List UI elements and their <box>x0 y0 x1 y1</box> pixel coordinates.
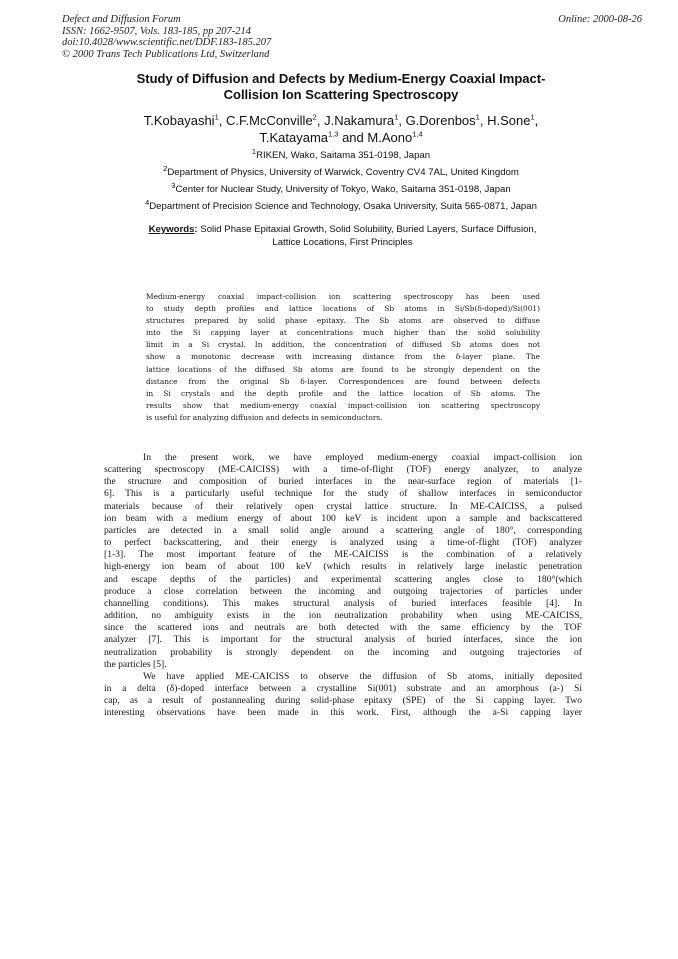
body-line: to perfect backscattering, and their energy is analyzed using a time-of-flight (TOF) analyzer <box>104 537 582 549</box>
affiliation-4 <box>96 197 586 213</box>
affiliation-3 <box>96 180 586 196</box>
author-name: T.Kobayashi <box>143 113 215 128</box>
author-name: J.Nakamura <box>324 113 395 128</box>
body-line: produce a close correlation between the incoming and outgoing trajectories of particles under <box>104 585 582 597</box>
body-line: particles are detected in a small solid angle around a scattering angle of 180°, corresponding <box>104 524 582 536</box>
author-list <box>96 113 586 146</box>
affiliation-text: RIKEN, Wako, Saitama 351-0198, Japan <box>256 150 431 161</box>
affiliation-text: Department of Precision Science and Technology, Osaka University, Suita 565-0871, Japan <box>149 201 537 212</box>
author-affiliation-mark: 1,3 <box>328 129 339 139</box>
keywords-label: Keywords <box>148 224 195 235</box>
author-name: M.Aono <box>367 129 413 145</box>
keywords-colon: : <box>194 224 198 235</box>
abstract-line: show a monotonic decrease with increasing distance from the δ-layer plane. The <box>146 352 540 362</box>
body-line: the structure and composition of buried interfaces in the near-surface region of materials [1- <box>104 476 582 488</box>
affiliation-number: 3 <box>171 180 176 190</box>
abstract-line: in Si crystals and the depth profile and the lattice location of Sb atoms. The <box>146 388 540 398</box>
affiliation-text: Department of Physics, University of Warwick, Coventry CV4 7AL, United Kingdom <box>167 167 519 178</box>
keywords-line-1 <box>110 224 575 237</box>
copyright-line: © 2000 Trans Tech Publications Ltd, Switzerland <box>62 48 270 60</box>
author-affiliation-mark: 1 <box>394 112 399 122</box>
body-line: and escape depths of the particles) and experimental scattering angles close to 180°(which <box>104 573 582 585</box>
journal-name: Defect and Diffusion Forum <box>62 14 181 25</box>
body-line: in a delta (δ)-doped interface between a crystalline Si(001) substrate and an amorphous (a-) Si <box>104 682 582 694</box>
doi-line: doi:10.4028/www.scientific.net/DDF.183-185.207 <box>62 37 272 49</box>
author-separator: , <box>316 113 325 128</box>
author-affiliation-mark: 1 <box>475 112 480 122</box>
body-line: 6]. This is a particularly useful technique for the study of shallow interfaces in semiconductor <box>104 488 582 500</box>
keywords-line-2: Lattice Locations, First Principles <box>272 236 413 248</box>
journal-header <box>62 14 642 60</box>
body-line: the particles [5]. <box>104 658 167 670</box>
body-line: interesting observations have been made in this work. First, although the a-Si capping layer <box>104 707 582 719</box>
body-line: In the present work, we have employed medium-energy coaxial impact-collision ion <box>143 452 582 463</box>
abstract-line: distance from the original Sb δ-layer. Correspondences are found between defects <box>146 376 540 386</box>
body-line: neutralization probability is strongly dependent on the incoming and outgoing trajectories of <box>104 646 582 658</box>
author-affiliation-mark: 1 <box>530 112 535 122</box>
affiliation-2 <box>96 163 586 179</box>
online-date: Online: 2000-08-26 <box>558 14 642 25</box>
affiliation-number: 4 <box>145 197 150 207</box>
body-line: addition, no ambiguity exists in the ion neutralization probability when using ME-CAICISS, <box>104 610 582 622</box>
abstract-line: limit in a Si crystal. In addition, the concentration of diffused Sb atoms does not <box>146 340 540 350</box>
abstract-line: into the Si capping layer at concentrations much higher than the solid solubility <box>146 328 540 338</box>
author-affiliation-mark: 1 <box>214 112 219 122</box>
body-line: analyzer [7]. This is important for the structural analysis of buried interfaces, since the ion <box>104 634 582 646</box>
author-separator: , <box>534 113 539 128</box>
affiliation-1 <box>96 146 586 162</box>
author-name: H.Sone <box>487 113 531 128</box>
body-line: [1-3]. The most important feature of the ME-CAICISS is the combination of a relatively <box>104 549 582 561</box>
author-separator: , <box>398 113 406 128</box>
body-line: cap, as a result of postannealing during solid-phase epitaxy (SPE) of the Si capping layer. Two <box>104 695 582 707</box>
abstract-line: is useful for analyzing diffusion and defects in semiconductors. <box>146 412 383 422</box>
title-line-1: Study of Diffusion and Defects by Medium-Energy Coaxial Impact- <box>136 71 546 86</box>
body-line: since the scattered ions and neutrals are both detected with the same efficiency by the TOF <box>104 622 582 634</box>
body-line: scattering spectroscopy (ME-CAICISS) with a time-of-flight (TOF) energy analyzer, to analyze <box>104 464 582 476</box>
author-separator: , <box>218 113 226 128</box>
body-line: high-energy ion beam of about 100 keV (which results in relatively large inelastic penetration <box>104 561 582 573</box>
authors-line-2 <box>96 130 586 147</box>
author-separator: , <box>479 113 488 128</box>
keywords-block <box>110 224 575 249</box>
abstract-line: results show that medium-energy coaxial impact-collision ion scattering spectroscopy <box>146 400 540 410</box>
body-text <box>104 452 582 719</box>
title-line-2: Collision Ion Scattering Spectroscopy <box>223 87 459 102</box>
abstract <box>146 291 540 424</box>
author-name: T.Katayama <box>259 129 329 145</box>
body-line: materials because of their relatively open crystal lattice structure. In ME-CAICISS, a pulsed <box>104 500 582 512</box>
body-line: We have applied ME-CAICISS to observe the diffusion of Sb atoms, initially deposited <box>143 670 582 682</box>
author-name: C.F.McConville <box>225 113 313 128</box>
abstract-line: lattice locations of the diffused Sb atoms are found to be strongly dependent on the <box>146 364 540 374</box>
keywords-text: Solid Phase Epitaxial Growth, Solid Solubility, Buried Layers, Surface Diffusion, <box>200 224 537 235</box>
author-name: G.Dorenbos <box>405 113 476 128</box>
body-line: ion beam with a medium energy of about 100 keV is incident upon a sample and backscattered <box>104 512 582 524</box>
paper-title <box>96 71 586 103</box>
body-line: channelling conditions). This makes structural analysis of buried interfaces feasible [4]. In <box>104 597 582 609</box>
abstract-line: Medium-energy coaxial impact-collision ion scattering spectroscopy has been used <box>146 292 540 301</box>
author-affiliation-mark: 2 <box>312 112 317 122</box>
abstract-line: structures prepared by solid phase epitaxy. The Sb atoms are observed to diffuse <box>146 316 540 326</box>
issn-line: ISSN: 1662-9507, Vols. 183-185, pp 207-214 <box>62 25 251 37</box>
affiliation-number: 1 <box>251 146 257 156</box>
author-separator: and <box>338 129 368 145</box>
authors-line-1 <box>96 113 586 130</box>
affiliation-text: Center for Nuclear Study, University of Tokyo, Wako, Saitama 351-0198, Japan <box>175 184 511 195</box>
author-affiliation-mark: 1,4 <box>412 129 423 139</box>
abstract-line: to study depth profiles and lattice locations of Sb atoms in Si/Sb(δ-doped)/Si(001) <box>146 304 540 314</box>
affiliation-number: 2 <box>163 163 168 173</box>
